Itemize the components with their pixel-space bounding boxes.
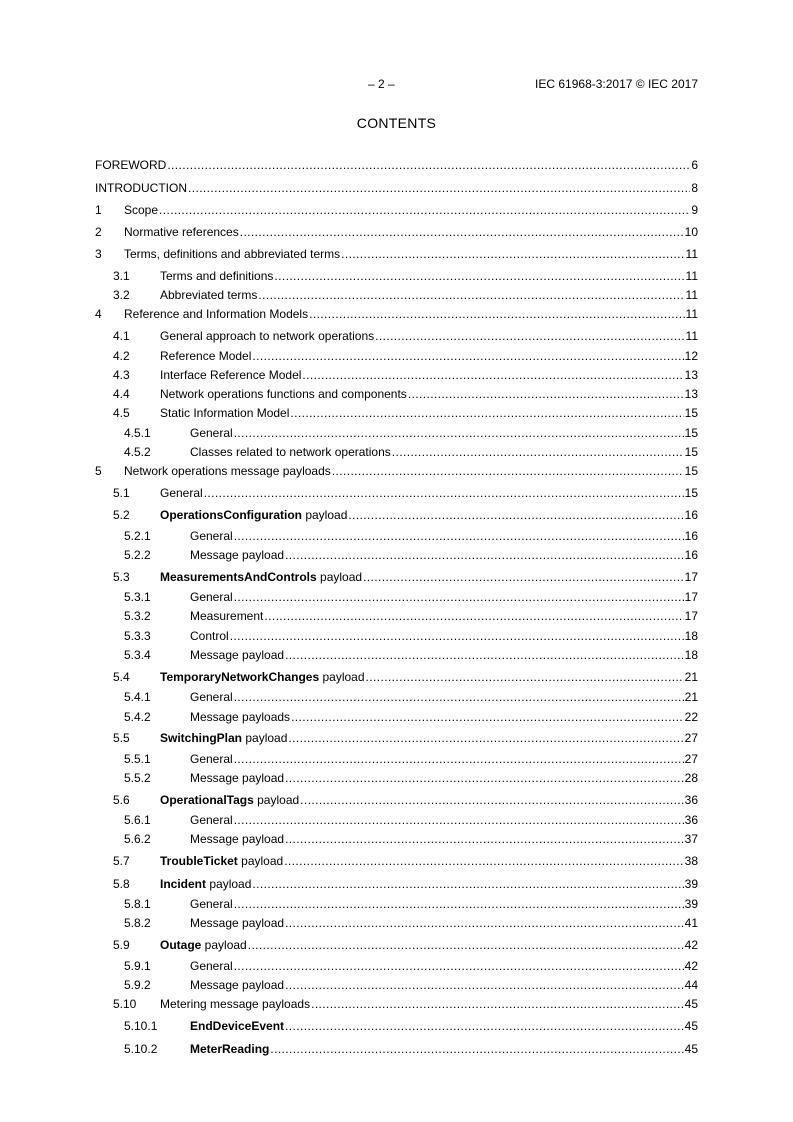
toc-entry-title-class: TroubleTicket [160,854,238,868]
toc-entry-title[interactable] [160,368,301,382]
toc-entry-number: 4.1 [113,329,130,343]
toc-entry-title[interactable] [160,508,347,522]
toc-entry[interactable] [95,609,698,623]
toc-entry-page: 16 [684,548,698,562]
toc-entry[interactable] [95,590,698,604]
dot-leader [234,897,684,911]
toc-entry-title[interactable] [124,203,158,217]
dot-leader [285,832,684,846]
toc-entry-title-text: General approach to network operations [160,329,375,343]
toc-entry-page: 37 [684,832,698,846]
dot-leader [363,570,684,584]
toc-entry[interactable] [95,406,698,420]
toc-entry-title-text: Control [190,629,229,643]
toc-entry-title[interactable] [190,752,233,766]
dot-leader [234,426,684,440]
toc-entry-title-text: Abbreviated terms [160,288,258,302]
toc-entry-title[interactable] [160,854,283,868]
toc-entry-title[interactable] [190,1042,269,1056]
toc-entry-title[interactable] [160,269,273,283]
dot-leader [234,590,684,604]
dot-leader [300,793,683,807]
page-number: – 2 – [368,77,395,91]
toc-entry-title-text: Terms and definitions [160,269,274,283]
toc-entry-number: 4.5.1 [124,426,151,440]
toc-entry-page: 22 [684,710,698,724]
toc-entry-title[interactable] [190,426,233,440]
toc-entry-title[interactable] [190,629,229,643]
toc-entry-number: 5.5.2 [124,771,151,785]
toc-entry-title-text: INTRODUCTION [95,181,187,195]
toc-entry-title-text: Message payload [190,648,285,662]
toc-entry-number: 5.8 [113,877,130,891]
toc-entry-title-text: Network operations functions and components [160,387,407,401]
dot-leader [392,445,684,459]
dot-leader [302,368,683,382]
toc-entry-title[interactable] [190,609,263,623]
toc-entry-page: 36 [684,793,698,807]
dot-leader [348,508,683,522]
toc-entry-page: 28 [684,771,698,785]
toc-entry[interactable] [95,854,698,868]
dot-leader [375,329,684,343]
toc-entry-page: 42 [684,938,698,952]
toc-entry[interactable] [95,959,698,973]
toc-entry-page: 10 [684,225,698,239]
toc-entry-number: 5.9.1 [124,959,151,973]
toc-entry[interactable] [95,813,698,827]
toc-entry-title[interactable] [190,959,233,973]
toc-entry-page: 39 [684,897,698,911]
toc-entry-title-class: OperationsConfiguration [160,508,302,522]
toc-entry-title-text: Scope [124,203,159,217]
dot-leader [341,247,684,261]
dot-leader [309,307,684,321]
toc-entry-number: 5.4.2 [124,710,151,724]
toc-entry-page: 16 [684,508,698,522]
toc-entry[interactable] [95,529,698,543]
toc-entry-title[interactable] [190,710,290,724]
toc-entry-title[interactable] [190,548,284,562]
toc-entry[interactable] [95,508,698,522]
toc-entry-number: 3 [95,247,102,261]
toc-entry-title[interactable] [160,997,310,1011]
toc-entry-number: 4.2 [113,349,130,363]
toc-entry-title[interactable] [160,387,407,401]
toc-entry-title-text: Message payload [190,832,285,846]
toc-entry-title[interactable] [160,486,203,500]
toc-entry-page: 41 [684,916,698,930]
dot-leader [188,181,690,195]
dot-leader [159,203,690,217]
dot-leader [167,158,690,172]
toc-entry-number: 5.1 [113,486,130,500]
toc-entry-page: 17 [684,570,698,584]
toc-entry-title-text: General [190,959,233,973]
toc-entry[interactable] [95,916,698,930]
toc-entry-number: 4 [95,307,102,321]
toc-entry-number: 5.8.1 [124,897,151,911]
toc-entry[interactable] [95,752,698,766]
toc-entry[interactable] [95,690,698,704]
toc-entry-title-suffix: payload [253,793,300,807]
toc-entry-page: 15 [684,464,698,478]
dot-leader [311,997,684,1011]
toc-entry-title-suffix: payload [206,877,252,891]
toc-entry-title[interactable] [190,813,233,827]
toc-entry-number: 5.2.2 [124,548,151,562]
toc-entry-title-text: Message payloads [190,710,291,724]
toc-entry-number: 5.4 [113,670,130,684]
toc-entry[interactable] [95,247,698,261]
toc-entry-title[interactable] [160,938,247,952]
toc-entry[interactable] [95,329,698,343]
toc-entry-title-suffix: payload [237,854,284,868]
toc-entry-page: 11 [685,247,698,261]
toc-entry-number: 4.4 [113,387,130,401]
toc-entry-title-text: Normative references [124,225,239,239]
toc-entry-title[interactable] [190,771,284,785]
toc-entry-title[interactable] [160,349,251,363]
toc-entry[interactable] [95,225,698,239]
toc-entry[interactable] [95,570,698,584]
dot-leader [291,710,684,724]
toc-entry-title[interactable] [190,590,233,604]
toc-entry-title[interactable] [124,464,331,478]
toc-entry-title[interactable] [160,793,299,807]
toc-entry-title-text: Message payload [190,978,285,992]
toc-entry-number: 5.3.1 [124,590,151,604]
toc-entry[interactable] [95,445,698,459]
toc-entry-page: 11 [685,307,698,321]
dot-leader [248,938,684,952]
toc-entry-title-text: Network operations message payloads [124,464,331,478]
toc-entry-title-suffix: payload [242,731,288,745]
toc-entry-number: 4.5.2 [124,445,151,459]
toc-entry-title-text: General [190,752,233,766]
toc-entry-title-text: General [190,426,233,440]
toc-entry-title[interactable] [190,1019,284,1033]
toc-entry-page: 45 [684,1019,698,1033]
toc-entry-title[interactable] [160,731,287,745]
toc-entry-number: 5.3 [113,570,130,584]
toc-entry-number: 5.3.4 [124,648,151,662]
toc-entry-title[interactable] [190,978,284,992]
toc-entry-page: 8 [691,181,698,195]
dot-leader [240,225,684,239]
toc-entry-title[interactable] [190,529,233,543]
toc-entry-number: 5.9 [113,938,130,952]
toc-entry[interactable] [95,307,698,321]
toc-entry-page: 17 [684,590,698,604]
dot-leader [332,464,684,478]
toc-entry[interactable] [95,486,698,500]
toc-entry-title[interactable] [160,570,362,584]
toc-entry-page: 12 [684,349,698,363]
toc-entry-title[interactable] [190,690,233,704]
dot-leader [234,959,684,973]
toc-entry-page: 44 [684,978,698,992]
toc-entry-title[interactable] [160,877,251,891]
toc-entry-number: 5.6.1 [124,813,151,827]
toc-entry-title-class: MeterReading [190,1042,270,1056]
toc-entry-title-class: Incident [160,877,207,891]
toc-entry-number: 5.10 [113,997,137,1011]
toc-entry[interactable] [95,897,698,911]
toc-entry-title-text: Metering message payloads [160,997,311,1011]
document-id: IEC 61968-3:2017 © IEC 2017 [535,77,698,91]
toc-entry-title-text: Message payload [190,771,285,785]
toc-entry-title-suffix: payload [319,670,365,684]
toc-entry-page: 21 [684,690,698,704]
toc-entry-title[interactable] [95,158,166,172]
toc-entry-title-text: Interface Reference Model [160,368,302,382]
toc-entry[interactable] [95,629,698,643]
toc-entry-page: 45 [684,997,698,1011]
dot-leader [285,771,684,785]
toc-entry-page: 6 [691,158,698,172]
toc-entry[interactable] [95,203,698,217]
toc-entry-page: 9 [691,203,698,217]
toc-entry[interactable] [95,349,698,363]
toc-entry-title[interactable] [160,288,257,302]
toc-entry-title-text: General [190,590,233,604]
toc-entry[interactable] [95,387,698,401]
toc-entry-number: 5.6 [113,793,130,807]
toc-entry-title-text: General [190,813,233,827]
toc-entry-page: 13 [684,387,698,401]
toc-entry-page: 13 [684,368,698,382]
toc-entry-title-suffix: payload [316,570,363,584]
toc-entry-title-class: Outage [160,938,202,952]
toc-entry-page: 27 [684,731,698,745]
toc-entry-title[interactable] [190,897,233,911]
toc-entry-title-class: SwitchingPlan [160,731,243,745]
toc-entry-title-text: General [190,690,233,704]
toc-entry-number: 5.6.2 [124,832,151,846]
toc-entry[interactable] [95,877,698,891]
dot-leader [234,690,684,704]
toc-entry-page: 11 [685,269,698,283]
toc-entry-title[interactable] [95,181,187,195]
toc-entry[interactable] [95,793,698,807]
dot-leader [252,877,683,891]
toc-entry-title-text: Terms, definitions and abbreviated terms [124,247,341,261]
toc-entry[interactable] [95,938,698,952]
toc-entry-number: 5.5 [113,731,130,745]
toc-entry-page: 36 [684,813,698,827]
toc-entry-title[interactable] [160,406,289,420]
toc-entry-title[interactable] [190,832,284,846]
toc-entry-page: 27 [684,752,698,766]
toc-entry-title[interactable] [124,225,239,239]
toc-entry-page: 17 [684,609,698,623]
toc-entry-number: 2 [95,225,102,239]
toc-entry-page: 21 [684,670,698,684]
toc-entry[interactable] [95,710,698,724]
toc-entry-title-text: Measurement [190,609,264,623]
dot-leader [288,731,683,745]
toc-entry[interactable] [95,426,698,440]
toc-entry[interactable] [95,1019,698,1033]
dot-leader [274,269,684,283]
toc-entry-number: 5.2 [113,508,130,522]
toc-entry-number: 5.5.1 [124,752,151,766]
toc-entry-title[interactable] [160,670,365,684]
contents-title: CONTENTS [356,115,437,131]
dot-leader [204,486,684,500]
toc-entry-title-suffix: payload [201,938,247,952]
toc-entry-number: 3.1 [113,269,130,283]
toc-entry-page: 15 [684,445,698,459]
dot-leader [408,387,684,401]
dot-leader [234,813,684,827]
toc-entry-number: 4.3 [113,368,130,382]
toc-entry-title-text: Classes related to network operations [190,445,391,459]
toc-entry-page: 11 [685,329,698,343]
toc-entry-number: 5.8.2 [124,916,151,930]
toc-entry-number: 5.3.3 [124,629,151,643]
toc-entry[interactable] [95,464,698,478]
toc-entry[interactable] [95,648,698,662]
toc-entry-page: 38 [684,854,698,868]
toc-entry-page: 18 [684,629,698,643]
toc-entry-number: 5.4.1 [124,690,151,704]
toc-entry[interactable] [95,288,698,302]
page-header [95,77,698,93]
toc-entry-title-text: Reference and Information Models [124,307,309,321]
toc-entry-page: 15 [684,486,698,500]
toc-entry[interactable] [95,832,698,846]
dot-leader [290,406,683,420]
toc-entry[interactable] [95,731,698,745]
toc-entry-number: 5.2.1 [124,529,151,543]
toc-entry[interactable] [95,997,698,1011]
toc-entry[interactable] [95,368,698,382]
toc-entry-title[interactable] [124,307,308,321]
toc-entry-title-class: MeasurementsAndControls [160,570,317,584]
toc-entry-title-text: General [190,529,233,543]
toc-entry-page: 16 [684,529,698,543]
toc-entry-title-class: OperationalTags [160,793,254,807]
toc-entry-number: 5.7 [113,854,130,868]
toc-entry-title[interactable] [160,329,374,343]
toc-entry-title-text: Static Information Model [160,406,290,420]
toc-entry-title-text: FOREWORD [95,158,167,172]
dot-leader [285,916,684,930]
toc-entry-number: 5 [95,464,102,478]
toc-entry-page: 15 [684,426,698,440]
dot-leader [230,629,684,643]
toc-entry[interactable] [95,181,698,195]
toc-entry-number: 1 [95,203,102,217]
toc-entry-number: 3.2 [113,288,130,302]
toc-entry-title-text: Reference Model [160,349,252,363]
toc-entry-page: 45 [684,1042,698,1056]
dot-leader [284,854,683,868]
toc-entry-number: 5.10.1 [124,1019,158,1033]
toc-entry[interactable] [95,158,698,172]
toc-entry[interactable] [95,771,698,785]
toc-entry-number: 5.10.2 [124,1042,158,1056]
dot-leader [270,1042,683,1056]
toc-entry-page: 11 [685,288,698,302]
toc-entry[interactable] [95,548,698,562]
toc-entry-title[interactable] [190,648,284,662]
toc-entry-number: 5.9.2 [124,978,151,992]
dot-leader [252,349,683,363]
toc-entry-number: 4.5 [113,406,130,420]
dot-leader [234,529,684,543]
toc-entry-title[interactable] [124,247,340,261]
toc-entry[interactable] [95,978,698,992]
toc-entry[interactable] [95,1042,698,1056]
dot-leader [264,609,683,623]
toc-entry-title-text: Message payload [190,916,285,930]
toc-entry[interactable] [95,269,698,283]
toc-entry-number: 5.3.2 [124,609,151,623]
dot-leader [285,548,684,562]
toc-entry-page: 18 [684,648,698,662]
toc-entry[interactable] [95,670,698,684]
toc-entry-page: 15 [684,406,698,420]
toc-entry-title-text: General [190,897,233,911]
toc-entry-title-text: Message payload [190,548,285,562]
toc-entry-title-class: TemporaryNetworkChanges [160,670,320,684]
toc-entry-page: 39 [684,877,698,891]
dot-leader [285,1019,684,1033]
dot-leader [366,670,684,684]
dot-leader [285,648,684,662]
toc-entry-title-suffix: payload [302,508,348,522]
toc-entry-title[interactable] [190,916,284,930]
toc-entry-page: 42 [684,959,698,973]
dot-leader [234,752,684,766]
toc-entry-title[interactable] [190,445,391,459]
toc-entry-title-text: General [160,486,203,500]
dot-leader [258,288,684,302]
dot-leader [285,978,684,992]
toc-entry-title-class: EndDeviceEvent [190,1019,285,1033]
